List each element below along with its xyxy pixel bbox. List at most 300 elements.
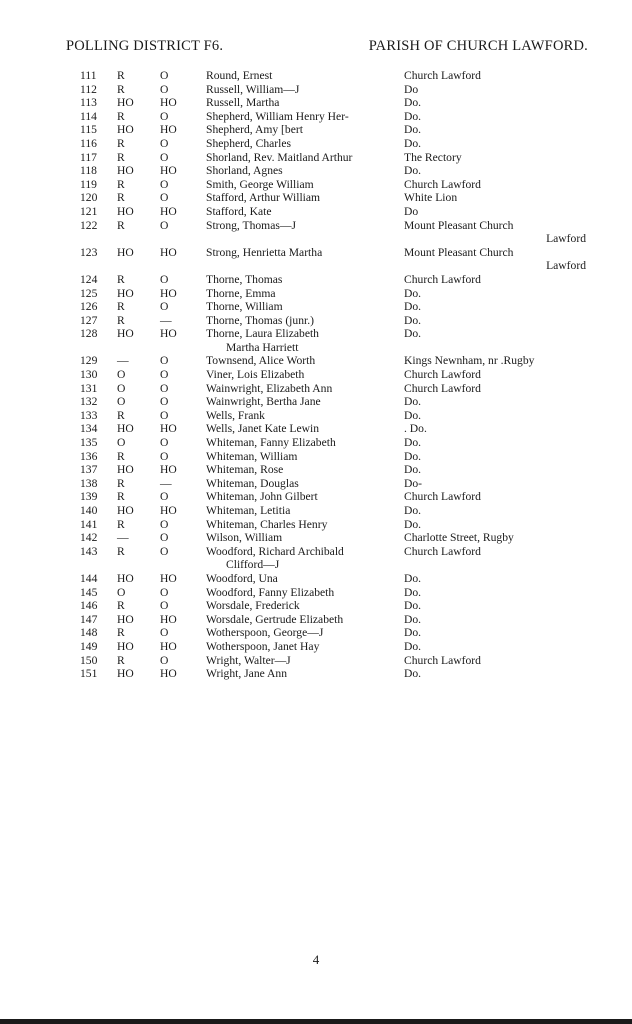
elector-number: 135 — [80, 436, 98, 450]
qualification-1: HO — [117, 286, 134, 300]
elector-name — [206, 354, 402, 368]
elector-name — [206, 273, 402, 287]
table-row — [0, 654, 632, 668]
table-row — [0, 626, 632, 640]
qualification-2: HO — [160, 286, 177, 300]
elector-address-line1: Do. — [404, 449, 422, 463]
elector-address — [404, 300, 590, 314]
elector-name-line1: Worsdale, Frederick — [206, 599, 300, 613]
qualification-2: O — [160, 626, 169, 640]
elector-number: 141 — [80, 517, 98, 531]
elector-address — [404, 137, 590, 151]
elector-address — [404, 422, 590, 436]
elector-number: 123 — [80, 245, 98, 259]
elector-name — [206, 599, 402, 613]
table-row — [0, 667, 632, 681]
qualification-1: R — [117, 490, 125, 504]
elector-number: 111 — [80, 69, 97, 82]
elector-name-line1: Wotherspoon, George—J — [206, 626, 324, 640]
elector-name-line1: Whiteman, Fanny Elizabeth — [206, 436, 336, 450]
elector-address-line1: Do. — [404, 164, 422, 178]
qualification-2: HO — [160, 204, 177, 218]
elector-name — [206, 123, 402, 137]
elector-number: 139 — [80, 490, 98, 504]
qualification-1: R — [117, 408, 125, 422]
qualification-2: O — [160, 136, 169, 150]
elector-name — [206, 219, 402, 233]
elector-number: 131 — [80, 381, 98, 395]
elector-name-line1: Wells, Frank — [206, 408, 265, 422]
qualification-1: R — [117, 476, 125, 490]
qualification-1: HO — [117, 504, 134, 517]
qualification-2: O — [160, 531, 169, 545]
parish-heading: PARISH OF CHURCH LAWFORD. — [368, 38, 588, 54]
qualification-2: O — [160, 218, 169, 232]
elector-address-line1: Do. — [404, 136, 422, 150]
qualification-1: O — [117, 381, 126, 395]
table-row — [0, 477, 632, 491]
qualification-2: O — [160, 368, 169, 382]
elector-address — [404, 463, 590, 477]
elector-number: 127 — [80, 313, 98, 327]
elector-number: 148 — [80, 626, 98, 640]
elector-address — [404, 246, 590, 273]
elector-address — [404, 640, 590, 654]
elector-address-line1: Church Lawford — [404, 69, 481, 82]
polling-district-heading: POLLING DISTRICT F6. — [66, 38, 224, 54]
elector-number: 136 — [80, 449, 98, 463]
table-row — [0, 178, 632, 192]
elector-address — [404, 613, 590, 627]
qualification-2: O — [160, 395, 169, 409]
qualification-2: O — [160, 150, 169, 164]
elector-address — [404, 477, 590, 491]
elector-address — [404, 219, 590, 246]
elector-address-line2: Lawford — [546, 232, 586, 246]
qualification-1: R — [117, 300, 125, 314]
elector-address-line1: Do. — [404, 626, 422, 640]
qualification-2: O — [160, 381, 169, 395]
qualification-2: O — [160, 517, 169, 531]
qualification-2: O — [160, 191, 169, 205]
elector-name — [206, 205, 402, 219]
elector-name — [206, 531, 402, 545]
qualification-1: HO — [117, 571, 134, 585]
elector-number: 115 — [80, 123, 97, 137]
elector-number: 121 — [80, 204, 98, 218]
table-row — [0, 123, 632, 137]
table-row — [0, 463, 632, 477]
elector-number: 150 — [80, 653, 98, 667]
elector-name — [206, 463, 402, 477]
elector-name-line1: Townsend, Alice Worth — [206, 354, 316, 368]
elector-number: 125 — [80, 286, 98, 300]
elector-name-line2: Martha Harriett — [226, 340, 299, 354]
elector-address — [404, 164, 590, 178]
qualification-2: O — [160, 300, 169, 314]
qualification-1: — — [117, 531, 129, 545]
elector-name — [206, 613, 402, 627]
qualification-2: O — [160, 354, 169, 368]
table-row — [0, 640, 632, 654]
elector-name-line1: Thorne, Thomas (junr.) — [206, 313, 314, 327]
qualification-2: — — [160, 476, 172, 490]
elector-name-line1: Wright, Jane Ann — [206, 667, 287, 681]
elector-name — [206, 450, 402, 464]
elector-name-line1: Stafford, Arthur William — [206, 191, 321, 205]
elector-name-line1: Wright, Walter—J — [206, 653, 291, 667]
table-row — [0, 69, 632, 83]
elector-name-line1: Whiteman, Letitia — [206, 504, 291, 517]
qualification-1: R — [117, 653, 125, 667]
qualification-1: R — [117, 517, 125, 531]
elector-number: 122 — [80, 218, 98, 232]
elector-address — [404, 83, 590, 97]
table-row — [0, 531, 632, 545]
elector-name-line1: Shepherd, William Henry Her- — [206, 109, 349, 123]
elector-name — [206, 287, 402, 301]
elector-address-line1: Do. — [404, 463, 422, 477]
table-row — [0, 300, 632, 314]
elector-name-line1: Russell, William—J — [206, 82, 300, 96]
elector-address — [404, 667, 590, 681]
elector-address — [404, 273, 590, 287]
elector-number: 129 — [80, 354, 98, 368]
elector-name — [206, 586, 402, 600]
elector-number: 145 — [80, 585, 98, 599]
elector-address — [404, 436, 590, 450]
elector-address-line1: Do. — [404, 96, 422, 110]
elector-address-line1: The Rectory — [404, 150, 462, 164]
elector-number: 140 — [80, 504, 98, 517]
elector-name-line1: Whiteman, Douglas — [206, 476, 299, 490]
elector-name-line1: Viner, Lois Elizabeth — [206, 368, 305, 382]
elector-address-line1: Do. — [404, 395, 422, 409]
qualification-1: R — [117, 449, 125, 463]
qualification-1: R — [117, 272, 125, 286]
qualification-1: R — [117, 177, 125, 191]
qualification-1: O — [117, 436, 126, 450]
electoral-register-table — [0, 69, 632, 681]
table-row — [0, 545, 632, 572]
qualification-1: O — [117, 395, 126, 409]
elector-name — [206, 504, 402, 518]
elector-number: 112 — [80, 82, 97, 96]
elector-address — [404, 504, 590, 518]
elector-name — [206, 409, 402, 423]
elector-address — [404, 395, 590, 409]
qualification-2: O — [160, 599, 169, 613]
elector-address — [404, 626, 590, 640]
elector-name-line1: Thorne, William — [206, 300, 283, 314]
elector-address — [404, 654, 590, 668]
elector-address — [404, 69, 590, 83]
elector-name-line1: Whiteman, John Gilbert — [206, 490, 318, 504]
qualification-1: O — [117, 585, 126, 599]
table-row — [0, 205, 632, 219]
qualification-2: HO — [160, 123, 177, 137]
elector-number: 120 — [80, 191, 98, 205]
qualification-1: HO — [117, 327, 134, 341]
qualification-2: O — [160, 82, 169, 96]
elector-name-line1: Wainwright, Bertha Jane — [206, 395, 321, 409]
elector-number: 144 — [80, 571, 98, 585]
table-row — [0, 191, 632, 205]
elector-name — [206, 436, 402, 450]
elector-address — [404, 450, 590, 464]
elector-number: 134 — [80, 422, 98, 436]
elector-address-line1: Do. — [404, 504, 422, 517]
qualification-1: HO — [117, 422, 134, 436]
table-row — [0, 395, 632, 409]
elector-name — [206, 164, 402, 178]
qualification-1: HO — [117, 612, 134, 626]
qualification-2: O — [160, 449, 169, 463]
elector-name — [206, 572, 402, 586]
qualification-1: R — [117, 313, 125, 327]
elector-name — [206, 246, 402, 260]
elector-address-line1: Mount Pleasant Church — [404, 245, 514, 259]
elector-address — [404, 191, 590, 205]
qualification-1: R — [117, 544, 125, 558]
elector-number: 113 — [80, 96, 97, 110]
elector-number: 151 — [80, 667, 98, 681]
elector-address-line1: Do. — [404, 517, 422, 531]
qualification-1: HO — [117, 639, 134, 653]
elector-address — [404, 96, 590, 110]
elector-address — [404, 368, 590, 382]
qualification-2: HO — [160, 422, 177, 436]
elector-name-line1: Shorland, Agnes — [206, 164, 283, 178]
qualification-1: O — [117, 368, 126, 382]
elector-number: 138 — [80, 476, 98, 490]
elector-address — [404, 327, 590, 341]
qualification-2: O — [160, 544, 169, 558]
elector-name — [206, 327, 402, 354]
elector-name — [206, 96, 402, 110]
qualification-1: R — [117, 626, 125, 640]
elector-name — [206, 191, 402, 205]
table-row — [0, 110, 632, 124]
elector-address-line1: White Lion — [404, 191, 458, 205]
elector-address — [404, 545, 590, 559]
table-row — [0, 422, 632, 436]
qualification-2: O — [160, 177, 169, 191]
table-row — [0, 151, 632, 165]
elector-name-line1: Woodford, Fanny Elizabeth — [206, 585, 335, 599]
qualification-2: HO — [160, 612, 177, 626]
elector-name — [206, 69, 402, 83]
elector-address-line1: Do. — [404, 300, 422, 314]
elector-number: 133 — [80, 408, 98, 422]
elector-name-line1: Woodford, Richard Archibald — [206, 544, 344, 558]
elector-number: 142 — [80, 531, 98, 545]
table-row — [0, 518, 632, 532]
elector-address-line1: Do. — [404, 585, 422, 599]
qualification-1: R — [117, 191, 125, 205]
elector-name — [206, 382, 402, 396]
elector-number: 132 — [80, 395, 98, 409]
elector-address — [404, 382, 590, 396]
qualification-2: HO — [160, 164, 177, 178]
elector-address-line1: Church Lawford — [404, 653, 481, 667]
elector-name-line1: Smith, George William — [206, 177, 314, 191]
elector-address-line2: Lawford — [546, 259, 586, 273]
qualification-2: — — [160, 313, 172, 327]
qualification-2: HO — [160, 639, 177, 653]
elector-number: 137 — [80, 463, 98, 477]
table-row — [0, 354, 632, 368]
elector-name-line1: Russell, Martha — [206, 96, 280, 110]
elector-address-line1: Do. — [404, 571, 422, 585]
qualification-2: O — [160, 490, 169, 504]
elector-name-line1: Strong, Thomas—J — [206, 218, 296, 232]
elector-address-line1: Charlotte Street, Rugby — [404, 531, 514, 545]
elector-address — [404, 354, 590, 368]
elector-address — [404, 151, 590, 165]
qualification-1: HO — [117, 667, 134, 681]
elector-name — [206, 626, 402, 640]
elector-name — [206, 314, 402, 328]
qualification-2: HO — [160, 504, 177, 517]
elector-name — [206, 300, 402, 314]
elector-address-line1: Church Lawford — [404, 490, 481, 504]
elector-name — [206, 83, 402, 97]
table-row — [0, 327, 632, 354]
elector-number: 117 — [80, 150, 97, 164]
elector-number: 143 — [80, 544, 98, 558]
elector-name-line1: Woodford, Una — [206, 571, 278, 585]
table-row — [0, 436, 632, 450]
elector-name — [206, 667, 402, 681]
table-row — [0, 368, 632, 382]
elector-number: 130 — [80, 368, 98, 382]
elector-address-line1: Do. — [404, 612, 422, 626]
table-row — [0, 137, 632, 151]
qualification-2: HO — [160, 667, 177, 681]
elector-name-line1: Thorne, Emma — [206, 286, 276, 300]
table-row — [0, 382, 632, 396]
elector-name-line1: Wells, Janet Kate Lewin — [206, 422, 320, 436]
elector-number: 124 — [80, 272, 98, 286]
elector-address-line1: Do. — [404, 639, 422, 653]
elector-address-line1: Do. — [404, 436, 422, 450]
elector-name-line1: Shorland, Rev. Maitland Arthur — [206, 150, 353, 164]
elector-number: 126 — [80, 300, 98, 314]
elector-name — [206, 422, 402, 436]
qualification-2: O — [160, 585, 169, 599]
elector-address — [404, 599, 590, 613]
elector-name — [206, 368, 402, 382]
qualification-2: HO — [160, 327, 177, 341]
table-row — [0, 504, 632, 518]
elector-name — [206, 545, 402, 572]
table-row — [0, 490, 632, 504]
elector-name-line1: Wainwright, Elizabeth Ann — [206, 381, 333, 395]
elector-address — [404, 287, 590, 301]
elector-address-line1: Do. — [404, 667, 422, 681]
qualification-2: HO — [160, 245, 177, 259]
elector-address-line1: Church Lawford — [404, 544, 481, 558]
elector-address-line1: . Do. — [404, 422, 427, 436]
elector-address — [404, 178, 590, 192]
elector-address-line1: Do — [404, 204, 419, 218]
qualification-2: O — [160, 408, 169, 422]
qualification-1: HO — [117, 245, 134, 259]
elector-name-line1: Worsdale, Gertrude Elizabeth — [206, 612, 344, 626]
elector-name — [206, 518, 402, 532]
table-row — [0, 586, 632, 600]
qualification-1: R — [117, 150, 125, 164]
elector-address — [404, 110, 590, 124]
table-row — [0, 613, 632, 627]
qualification-2: HO — [160, 96, 177, 110]
table-row — [0, 287, 632, 301]
table-row — [0, 246, 632, 273]
table-row — [0, 96, 632, 110]
table-row — [0, 599, 632, 613]
elector-name-line1: Wilson, William — [206, 531, 283, 545]
qualification-2: HO — [160, 463, 177, 477]
elector-name — [206, 137, 402, 151]
elector-name — [206, 395, 402, 409]
elector-address-line1: Kings Newnham, nr .Rugby — [404, 354, 535, 368]
qualification-2: HO — [160, 571, 177, 585]
qualification-2: O — [160, 436, 169, 450]
table-row — [0, 219, 632, 246]
table-row — [0, 83, 632, 97]
qualification-1: HO — [117, 123, 134, 137]
qualification-1: R — [117, 218, 125, 232]
table-row — [0, 450, 632, 464]
elector-name — [206, 110, 402, 124]
elector-number: 146 — [80, 599, 98, 613]
elector-name-line1: Shepherd, Charles — [206, 136, 292, 150]
elector-name — [206, 654, 402, 668]
elector-address — [404, 314, 590, 328]
elector-name-line1: Thorne, Thomas — [206, 272, 283, 286]
qualification-1: R — [117, 82, 125, 96]
elector-address-line1: Church Lawford — [404, 381, 481, 395]
elector-number: 118 — [80, 164, 97, 178]
elector-name — [206, 151, 402, 165]
elector-address-line1: Do. — [404, 599, 422, 613]
elector-name — [206, 477, 402, 491]
elector-name-line2: Clifford—J — [226, 558, 280, 572]
elector-address-line1: Do — [404, 82, 419, 96]
elector-name-line1: Whiteman, William — [206, 449, 298, 463]
table-row — [0, 314, 632, 328]
elector-number: 116 — [80, 136, 97, 150]
elector-number: 147 — [80, 612, 98, 626]
qualification-1: HO — [117, 463, 134, 477]
table-row — [0, 273, 632, 287]
qualification-1: — — [117, 354, 129, 368]
elector-number: 114 — [80, 109, 97, 123]
qualification-1: R — [117, 136, 125, 150]
qualification-1: HO — [117, 164, 134, 178]
qualification-2: O — [160, 69, 169, 82]
qualification-1: R — [117, 109, 125, 123]
elector-address — [404, 572, 590, 586]
elector-address-line1: Do. — [404, 408, 422, 422]
page-bottom-edge — [0, 1019, 632, 1024]
table-row — [0, 409, 632, 423]
elector-address-line1: Do. — [404, 313, 422, 327]
elector-address — [404, 586, 590, 600]
elector-address — [404, 205, 590, 219]
elector-address — [404, 531, 590, 545]
